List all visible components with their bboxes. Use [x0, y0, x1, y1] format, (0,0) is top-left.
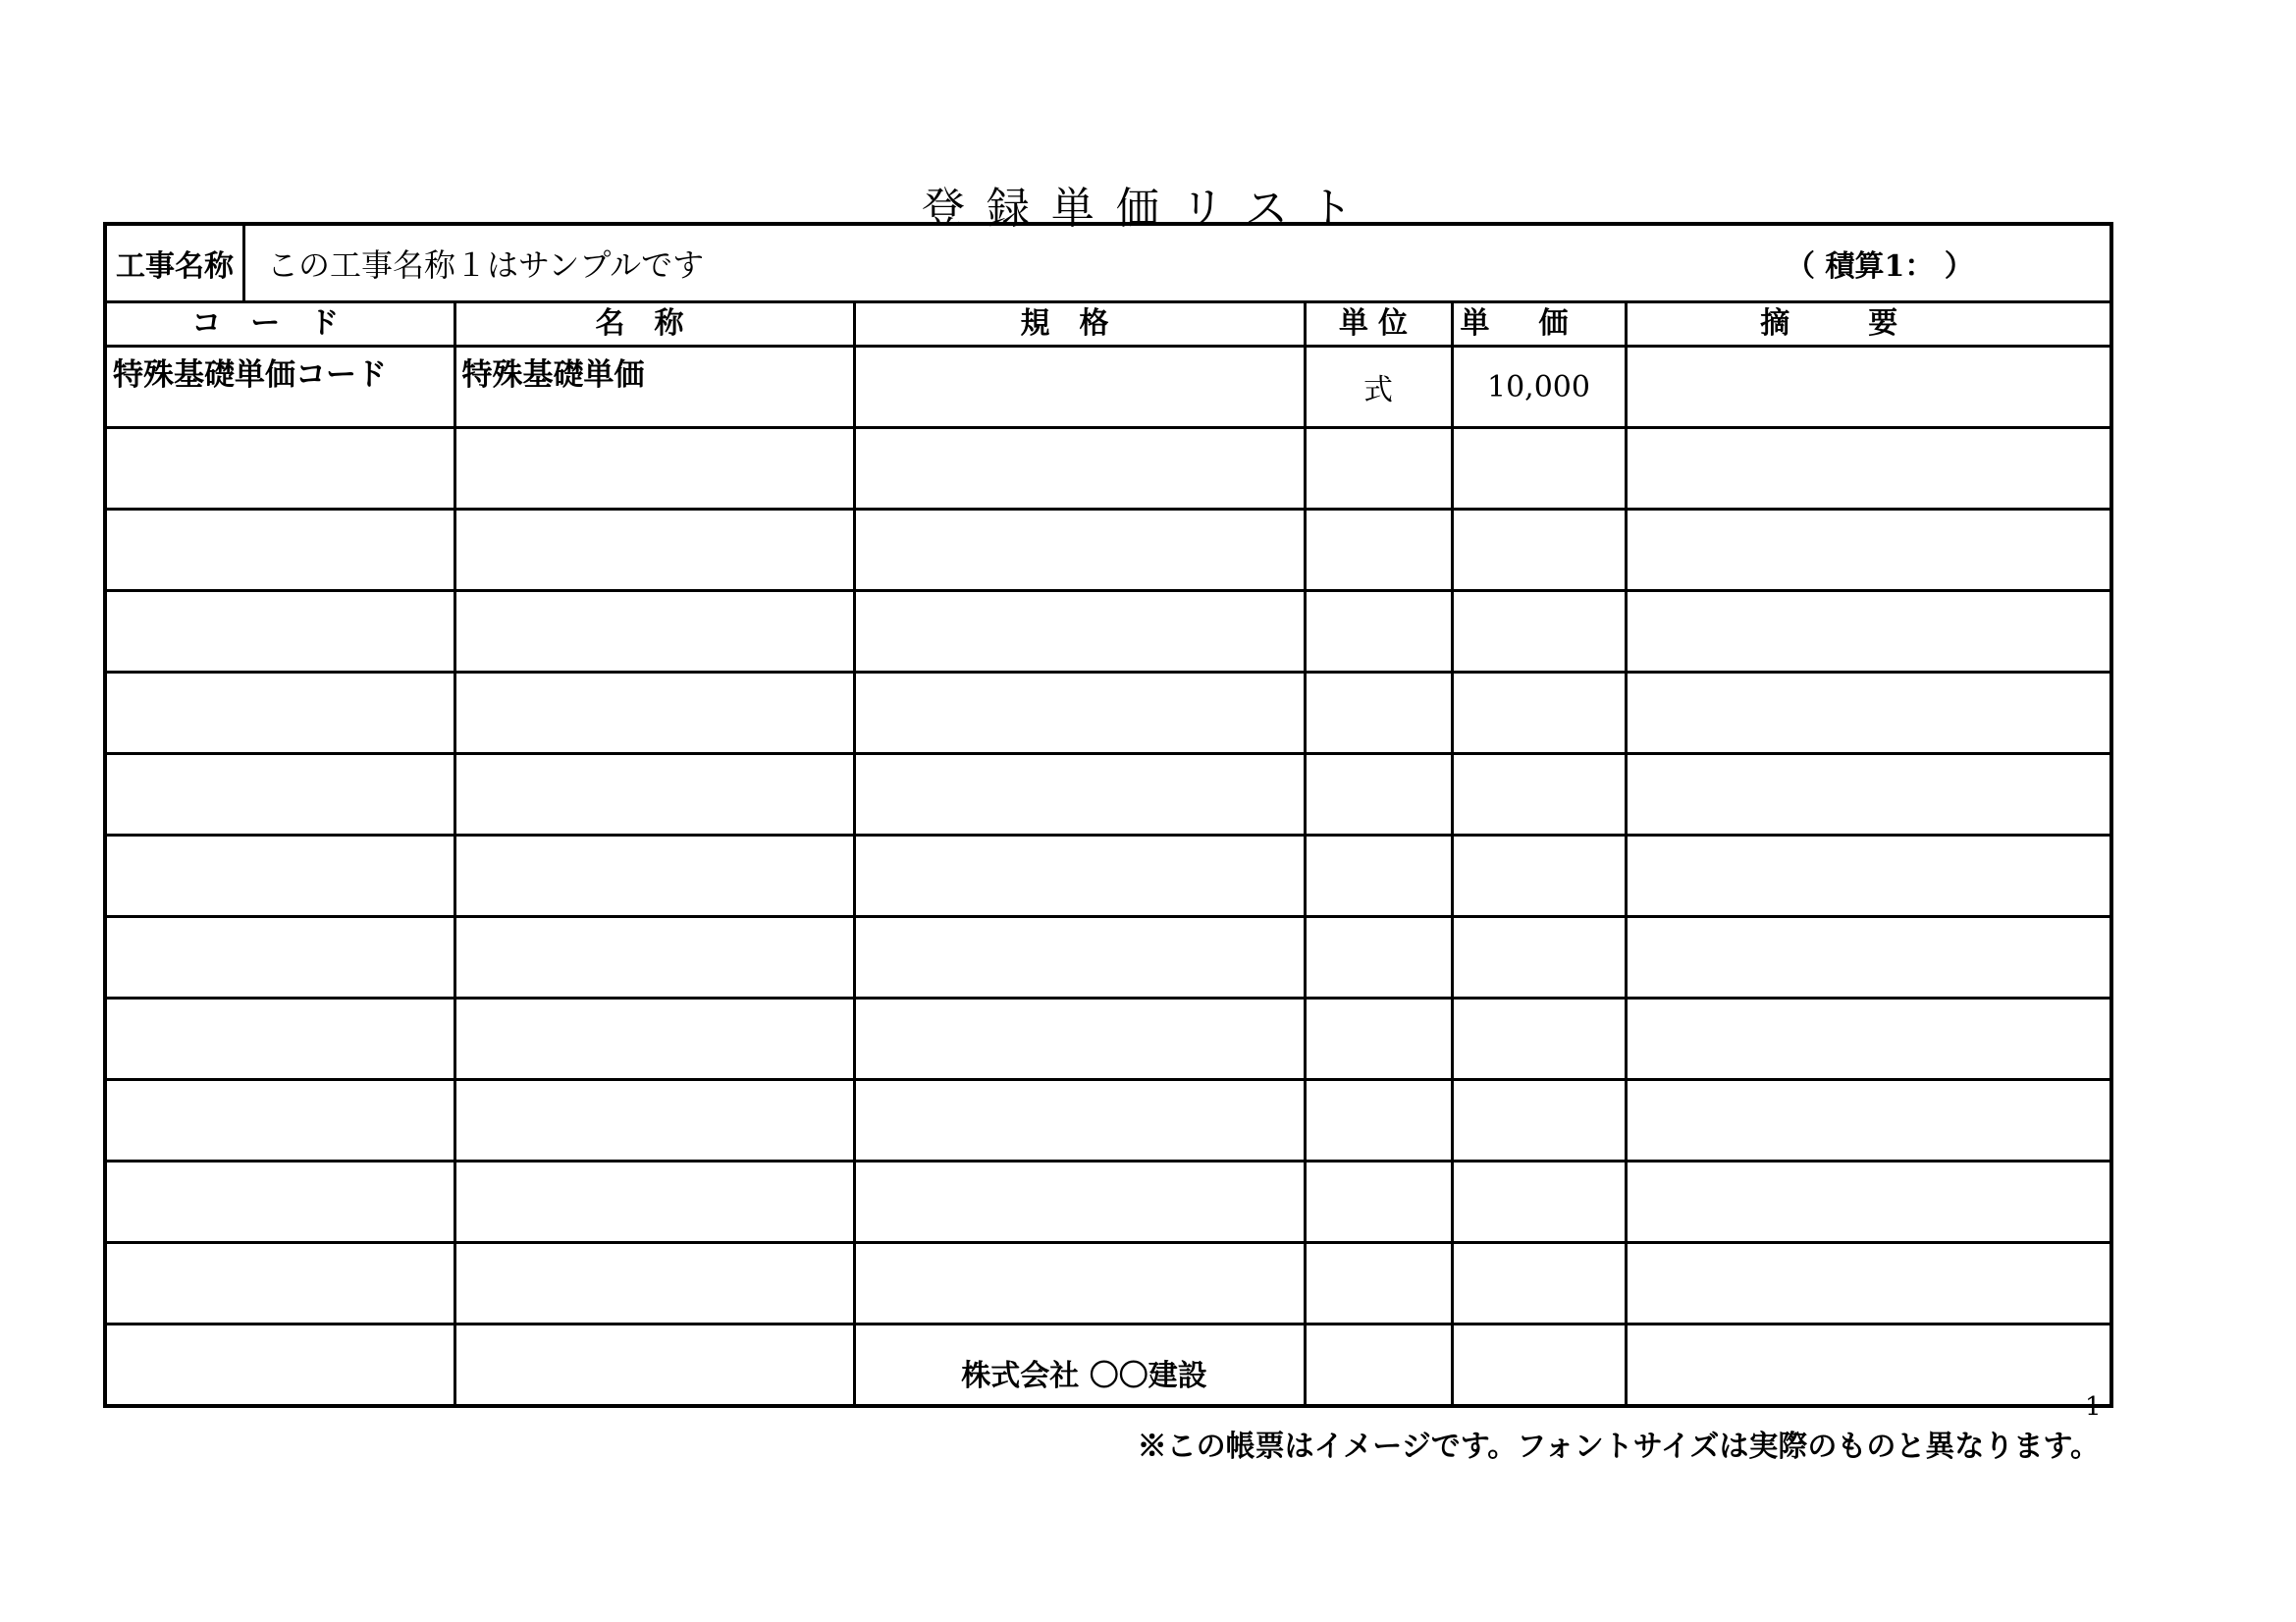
col-header-name: 名称 — [454, 303, 854, 347]
cell-name — [454, 1080, 854, 1162]
project-name: この工事名称１はサンプルです — [267, 246, 705, 284]
cell-code — [107, 999, 454, 1080]
cell-unit — [1305, 1243, 1452, 1325]
table-row — [107, 999, 2109, 1080]
col-header-spec: 規格 — [854, 303, 1305, 347]
cell-spec — [854, 347, 1305, 428]
cell-name — [454, 999, 854, 1080]
cell-price — [1452, 1080, 1626, 1162]
cell-remarks — [1626, 917, 2109, 999]
cell-spec — [854, 754, 1305, 836]
cell-name — [454, 754, 854, 836]
cell-code — [107, 428, 454, 510]
col-header-remarks: 摘要 — [1626, 303, 2109, 347]
cell-name — [454, 591, 854, 673]
cell-price — [1452, 1162, 1626, 1243]
cell-price — [1452, 1243, 1626, 1325]
project-label: 工事名称 — [107, 226, 245, 300]
cell-unit — [1305, 917, 1452, 999]
cell-name — [454, 428, 854, 510]
cell-price — [1452, 510, 1626, 591]
page-title: 登録単価リスト — [921, 184, 1375, 234]
cell-code: 特殊基礎単価コード — [107, 347, 454, 428]
col-header-price: 単価 — [1452, 303, 1626, 347]
col-header-unit: 単位 — [1305, 303, 1452, 347]
table-row — [107, 1080, 2109, 1162]
cell-name — [454, 1162, 854, 1243]
cell-unit — [1305, 673, 1452, 754]
cell-price — [1452, 428, 1626, 510]
cell-name — [454, 1243, 854, 1325]
cell-price — [1452, 673, 1626, 754]
cell-remarks — [1626, 673, 2109, 754]
table-row — [107, 1243, 2109, 1325]
cell-code — [107, 836, 454, 917]
cell-spec — [854, 999, 1305, 1080]
cell-remarks — [1626, 836, 2109, 917]
cell-remarks — [1626, 999, 2109, 1080]
price-table — [107, 303, 2109, 1404]
cell-spec — [854, 1162, 1305, 1243]
cell-spec — [854, 673, 1305, 754]
cell-spec — [854, 591, 1305, 673]
table-row — [107, 510, 2109, 591]
table-row — [107, 591, 2109, 673]
disclaimer-note: ※この帳票はイメージです。フォントサイズは実際のものと異なります。 — [1137, 1430, 2100, 1464]
cell-code — [107, 1080, 454, 1162]
table-row — [107, 673, 2109, 754]
cell-unit — [1305, 510, 1452, 591]
cell-remarks — [1626, 591, 2109, 673]
table-row — [107, 754, 2109, 836]
cell-name: 特殊基礎単価 — [454, 347, 854, 428]
cell-remarks — [1626, 754, 2109, 836]
cell-unit — [1305, 1162, 1452, 1243]
cell-code — [107, 1162, 454, 1243]
table-row — [107, 347, 2109, 428]
cell-name — [454, 673, 854, 754]
table-row — [107, 836, 2109, 917]
cell-unit — [1305, 1080, 1452, 1162]
cell-remarks — [1626, 1243, 2109, 1325]
cell-remarks — [1626, 1162, 2109, 1243]
cell-remarks — [1626, 510, 2109, 591]
project-row — [107, 226, 2109, 303]
company-name: 株式会社 〇〇建設 — [961, 1359, 1207, 1393]
cell-remarks — [1626, 1080, 2109, 1162]
cell-price — [1452, 917, 1626, 999]
cell-code — [107, 591, 454, 673]
cell-unit — [1305, 999, 1452, 1080]
col-header-code: コード — [107, 303, 454, 347]
cell-spec — [854, 428, 1305, 510]
table-row — [107, 1162, 2109, 1243]
cell-spec — [854, 1243, 1305, 1325]
cell-name — [454, 510, 854, 591]
cell-price — [1452, 836, 1626, 917]
unit-price-sheet — [103, 222, 2113, 1408]
sekisan-label: （ 積算1： ） — [1786, 249, 1974, 284]
cell-spec — [854, 510, 1305, 591]
cell-unit — [1305, 591, 1452, 673]
cell-remarks — [1626, 347, 2109, 428]
cell-price: 10,000 — [1452, 347, 1626, 428]
cell-spec — [854, 1080, 1305, 1162]
cell-code — [107, 1243, 454, 1325]
cell-price — [1452, 591, 1626, 673]
cell-unit — [1305, 428, 1452, 510]
cell-unit — [1305, 836, 1452, 917]
cell-spec — [854, 917, 1305, 999]
cell-price — [1452, 999, 1626, 1080]
cell-unit — [1305, 754, 1452, 836]
cell-name — [454, 917, 854, 999]
cell-code — [107, 510, 454, 591]
page-number: 1 — [2085, 1392, 2102, 1422]
table-row — [107, 917, 2109, 999]
header-row — [107, 303, 2109, 347]
cell-price — [1452, 754, 1626, 836]
cell-spec — [854, 836, 1305, 917]
cell-code — [107, 917, 454, 999]
cell-name — [454, 836, 854, 917]
table-row — [107, 428, 2109, 510]
cell-code — [107, 754, 454, 836]
cell-remarks — [1626, 428, 2109, 510]
cell-code — [107, 673, 454, 754]
cell-unit: 式 — [1305, 347, 1452, 428]
